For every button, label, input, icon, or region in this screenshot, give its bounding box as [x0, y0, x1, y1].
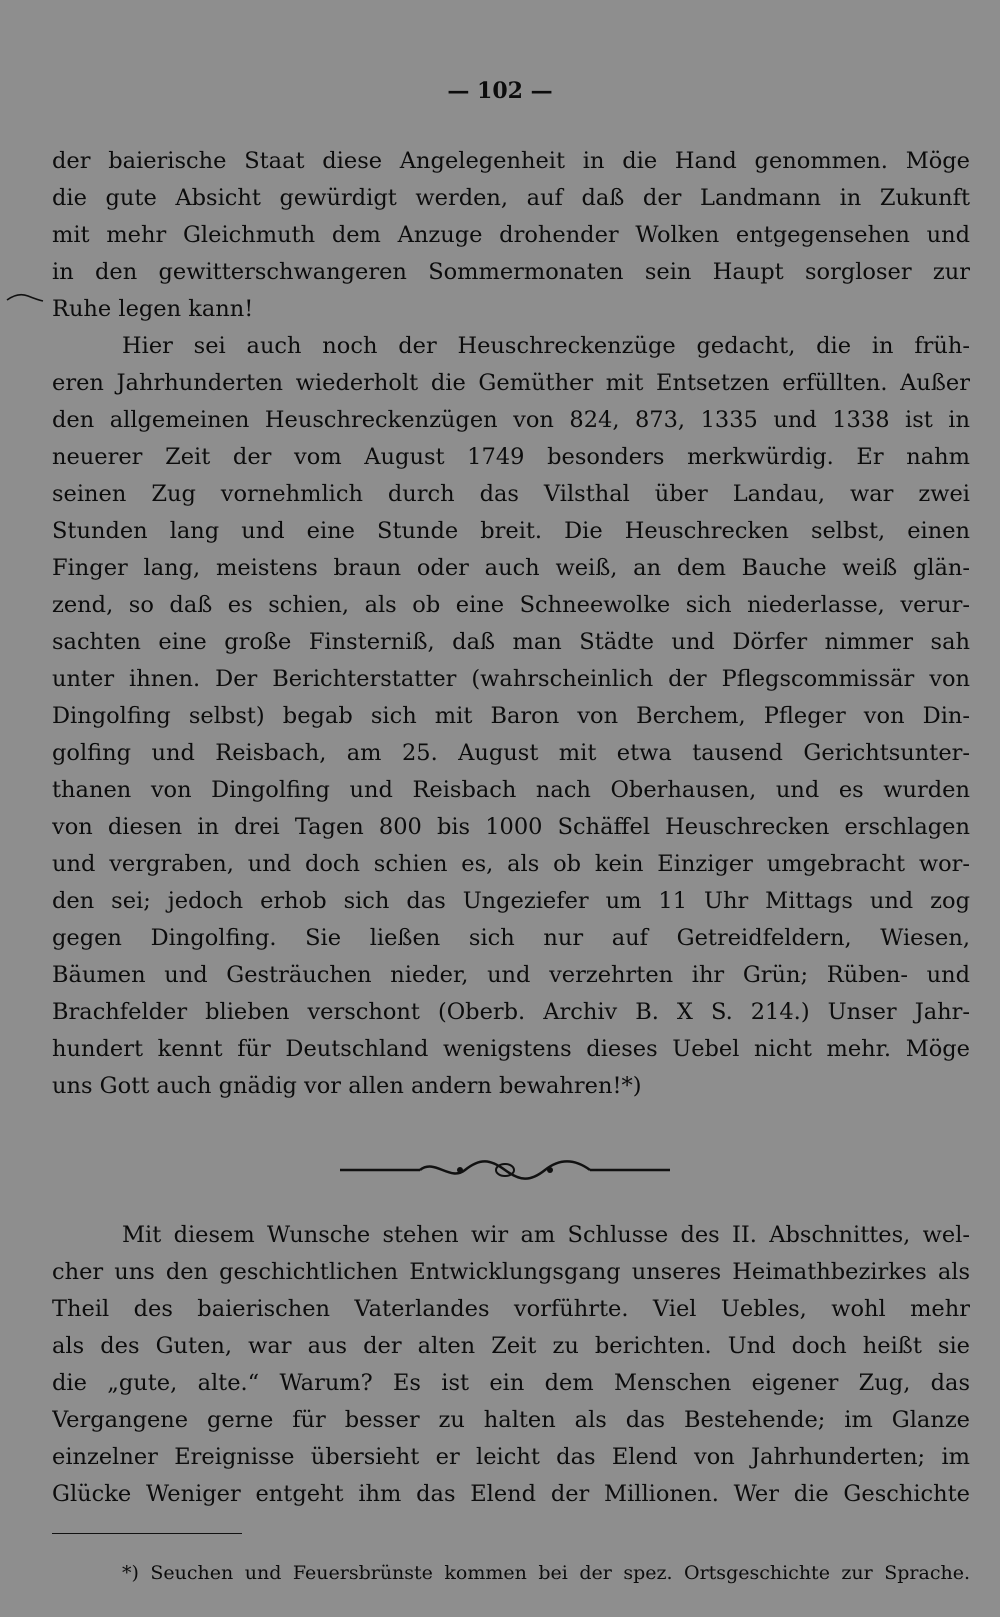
text-line: den sei; jedoch erhob sich das Ungeziefer um 11 Uhr Mittags und zog — [52, 888, 970, 914]
text-line: Vergangene gerne für besser zu halten als das Bestehende; im Glanze — [52, 1407, 970, 1433]
closing-paragraph — [52, 1217, 970, 1513]
page-number: — 102 — — [447, 78, 553, 104]
text-line: hundert kennt für Deutschland wenigstens dieses Uebel nicht mehr. Möge — [52, 1036, 970, 1062]
text-line: in den gewitterschwangeren Sommermonaten sein Haupt sorgloser zur — [52, 259, 970, 285]
text-line: Theil des baierischen Vaterlandes vorführte. Viel Uebles, wohl mehr — [52, 1296, 970, 1322]
text-line: Hier sei auch noch der Heuschreckenzüge gedacht, die in früh- — [122, 333, 970, 359]
margin-pencil-mark — [6, 290, 44, 304]
text-line: einzelner Ereignisse übersieht er leicht das Elend von Jahrhunderten; im — [52, 1444, 970, 1470]
text-line: die „gute, alte.“ Warum? Es ist ein dem Menschen eigener Zug, das — [52, 1370, 970, 1396]
footnote-rule — [52, 1533, 242, 1534]
text-line: Dingolfing selbst) begab sich mit Baron von Berchem, Pfleger von Din- — [52, 703, 970, 729]
text-line: der baierische Staat diese Angelegenheit in die Hand genommen. Möge — [52, 148, 970, 174]
text-line: gegen Dingolfing. Sie ließen sich nur auf Getreidfeldern, Wiesen, — [52, 925, 970, 951]
text-line: sachten eine große Finsterniß, daß man Städte und Dörfer nimmer sah — [52, 629, 970, 655]
text-line: Bäumen und Gesträuchen nieder, und verzehrten ihr Grün; Rüben- und — [52, 962, 970, 988]
text-line: Stunden lang und eine Stunde breit. Die Heuschrecken selbst, einen — [52, 518, 970, 544]
text-line: uns Gott auch gnädig vor allen andern bewahren!*) — [52, 1073, 642, 1099]
text-line: als des Guten, war aus der alten Zeit zu berichten. Und doch heißt sie — [52, 1333, 970, 1359]
text-line: neuerer Zeit der vom August 1749 besonders merkwürdig. Er nahm — [52, 444, 970, 470]
text-line: Ruhe legen kann! — [52, 296, 254, 322]
text-line: eren Jahrhunderten wiederholt die Gemüther mit Entsetzen erfüllten. Außer — [52, 370, 970, 396]
text-line: die gute Absicht gewürdigt werden, auf daß der Landmann in Zukunft — [52, 185, 970, 211]
text-line: thanen von Dingolfing und Reisbach nach Oberhausen, und es wurden — [52, 777, 970, 803]
text-line: Mit diesem Wunsche stehen wir am Schlusse des II. Abschnittes, wel- — [122, 1222, 970, 1248]
text-line: und vergraben, und doch schien es, als ob kein Einziger umgebracht wor- — [52, 851, 970, 877]
text-line: Brachfelder blieben verschont (Oberb. Archiv B. X S. 214.) Unser Jahr- — [52, 999, 970, 1025]
text-line: cher uns den geschichtlichen Entwicklungsgang unseres Heimathbezirkes als — [52, 1259, 970, 1285]
text-line: von diesen in drei Tagen 800 bis 1000 Schäffel Heuschrecken erschlagen — [52, 814, 970, 840]
text-line: unter ihnen. Der Berichterstatter (wahrscheinlich der Pflegscommissär von — [52, 666, 970, 692]
text-line: zend, so daß es schien, als ob eine Schneewolke sich niederlasse, verur- — [52, 592, 970, 618]
text-line: seinen Zug vornehmlich durch das Vilsthal über Landau, war zwei — [52, 481, 970, 507]
section-divider-ornament — [340, 1155, 670, 1185]
text-line: mit mehr Gleichmuth dem Anzuge drohender Wolken entgegensehen und — [52, 222, 970, 248]
footnote: *) Seuchen und Feuersbrünste kommen bei der spez. Ortsgeschichte zur Sprache. — [122, 1562, 970, 1584]
text-line: golfing und Reisbach, am 25. August mit etwa tausend Gerichtsunter- — [52, 740, 970, 766]
main-text-block — [52, 143, 970, 1105]
text-line: Finger lang, meistens braun oder auch weiß, an dem Bauche weiß glän- — [52, 555, 970, 581]
text-line: den allgemeinen Heuschreckenzügen von 824, 873, 1335 und 1338 ist in — [52, 407, 970, 433]
text-line: Glücke Weniger entgeht ihm das Elend der Millionen. Wer die Geschichte — [52, 1481, 970, 1507]
